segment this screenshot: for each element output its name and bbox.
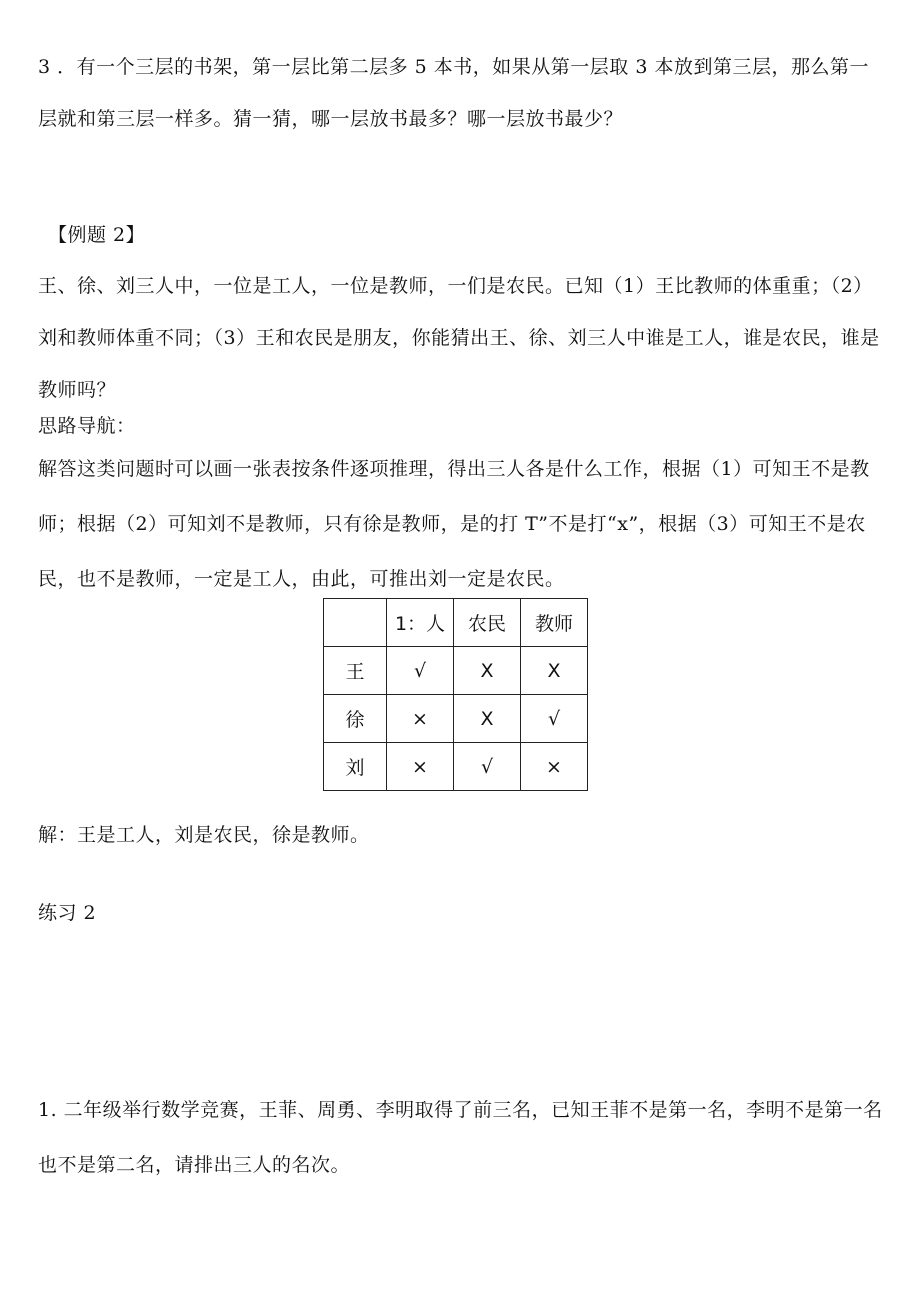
table-header-worker: 1：人 bbox=[387, 599, 454, 647]
table-header-row bbox=[324, 599, 588, 647]
table-header-farmer: 农民 bbox=[454, 599, 521, 647]
table-row bbox=[324, 695, 588, 743]
table-cell: X bbox=[454, 695, 521, 743]
reasoning-table bbox=[323, 598, 588, 791]
hint-title: 思路导航： bbox=[38, 415, 136, 437]
row-name-xu: 徐 bbox=[324, 695, 387, 743]
table-cell: X bbox=[454, 647, 521, 695]
table-cell: √ bbox=[454, 743, 521, 791]
table-header-empty bbox=[324, 599, 387, 647]
table-cell: × bbox=[387, 695, 454, 743]
table-row bbox=[324, 647, 588, 695]
hint-text: 解答这类问题时可以画一张表按条件逐项推理，得出三人各是什么工作，根据（1）可知王不是教师；根据（2）可知刘不是教师，只有徐是教师，是的打 T”不是打“x”，根据（3）可知王不是农民，也不是教师，一定是工人，由此，可推出刘一定是农民。 bbox=[38, 458, 870, 590]
example-2-title: 【例题 2】 bbox=[48, 224, 146, 246]
table-cell: × bbox=[521, 743, 588, 791]
table-cell: X bbox=[521, 647, 588, 695]
problem-3-text: 3 ．有一个三层的书架，第一层比第二层多 5 本书，如果从第一层取 3 本放到第三层，那么第一层就和第三层一样多。猜一猜，哪一层放书最多？哪一层放书最少？ bbox=[38, 56, 869, 130]
practice-question-1: 1. 二年级举行数学竞赛，王菲、周勇、李明取得了前三名，已知王菲不是第一名，李明不是第一名也不是第二名，请排出三人的名次。 bbox=[38, 1099, 883, 1176]
table-header-teacher: 教师 bbox=[521, 599, 588, 647]
table-cell: √ bbox=[521, 695, 588, 743]
table-row bbox=[324, 743, 588, 791]
table-cell: √ bbox=[387, 647, 454, 695]
table-cell: × bbox=[387, 743, 454, 791]
row-name-wang: 王 bbox=[324, 647, 387, 695]
row-name-liu: 刘 bbox=[324, 743, 387, 791]
example-2-text: 王、徐、刘三人中，一位是工人，一位是教师，一们是农民。已知（1）王比教师的体重重；（2）刘和教师体重不同；（3）王和农民是朋友，你能猜出王、徐、刘三人中谁是工人，谁是农民，谁是教师吗？ bbox=[38, 275, 880, 401]
practice-2-title: 练习 2 bbox=[38, 902, 97, 924]
answer-text: 解：王是工人，刘是农民，徐是教师。 bbox=[38, 824, 370, 846]
